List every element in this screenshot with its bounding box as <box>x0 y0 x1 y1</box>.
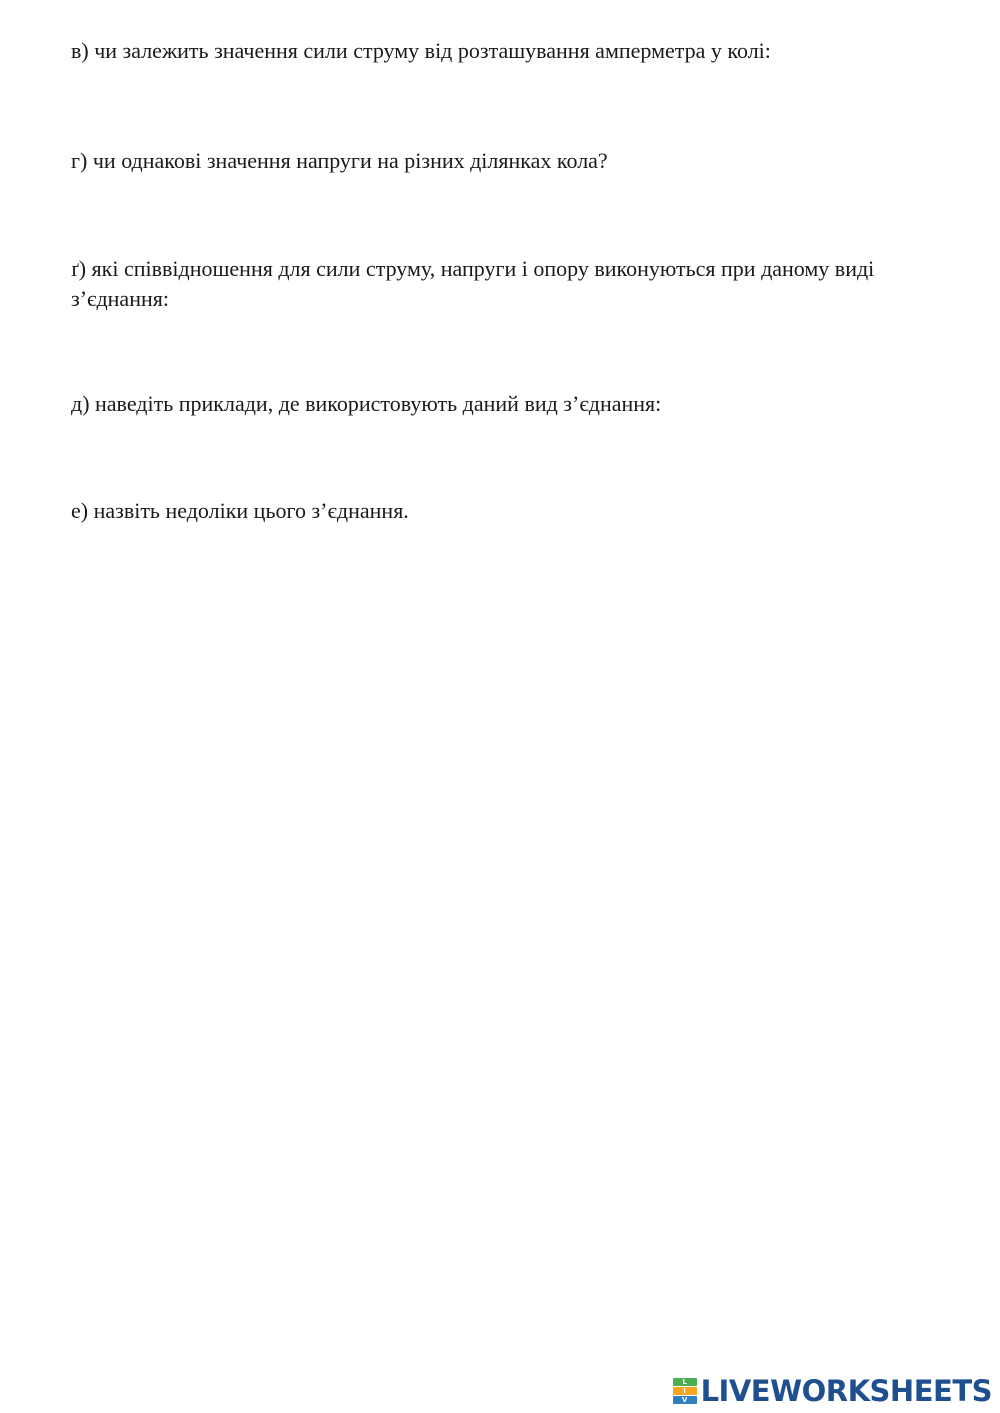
question-v: в) чи залежить значення сили струму від розташування амперметра у колі: <box>71 38 771 63</box>
logo-letter-v: V <box>673 1396 697 1404</box>
question-h: г) чи однакові значення напруги на різних ділянках кола? <box>71 148 608 173</box>
question-d: д) наведіть приклади, де використовують даний вид з’єднання: <box>71 391 662 416</box>
brand-text: LIVEWORKSHEETS <box>700 1374 992 1408</box>
liveworksheets-logo-icon <box>673 1378 697 1404</box>
logo-letter-l: L <box>673 1378 697 1386</box>
question-e: е) назвіть недоліки цього з’єднання. <box>71 498 409 523</box>
liveworksheets-logo <box>673 1375 992 1407</box>
logo-letter-i: I <box>673 1387 697 1395</box>
question-g: ґ) які співвідношення для сили струму, напруги і опору виконуються при даному виді з’єднання: <box>71 256 875 311</box>
